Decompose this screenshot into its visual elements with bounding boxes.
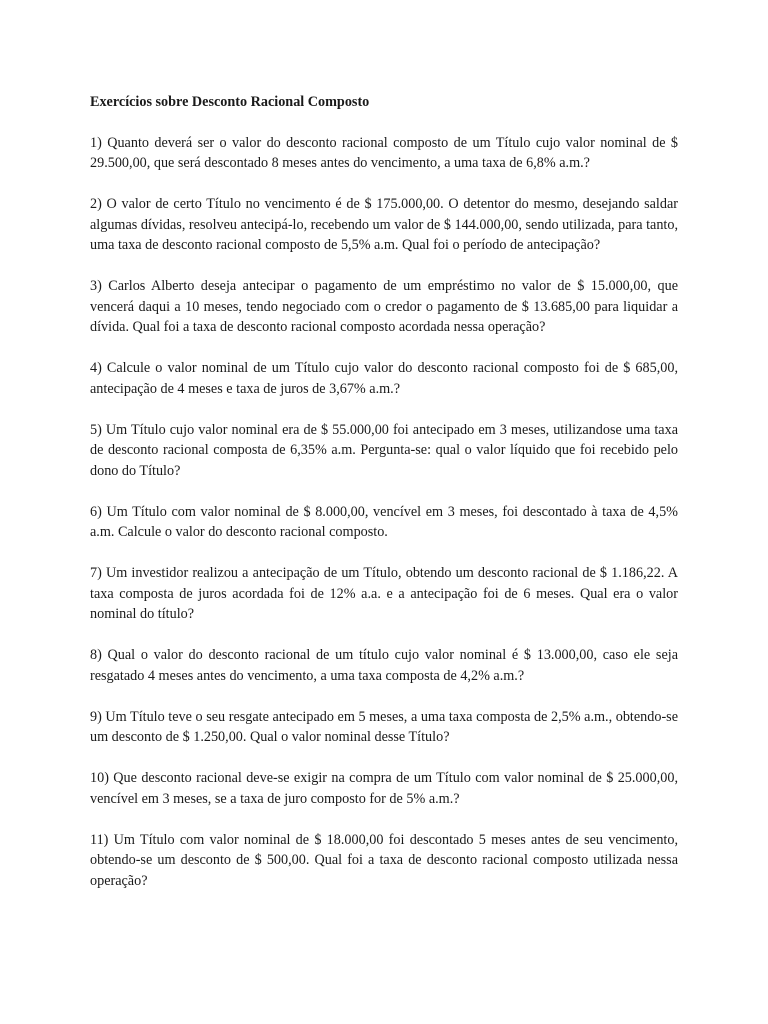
exercise-6: 6) Um Título com valor nominal de $ 8.000,00, vencível em 3 meses, foi descontado à taxa de 4,5% a.m. Calcule o valor do desconto racional composto. [90, 503, 678, 540]
exercise-1: 1) Quanto deverá ser o valor do desconto racional composto de um Título cujo valor nominal de $ 29.500,00, que será descontado 8 meses antes do vencimento, a uma taxa de 6,8% a.m.? [90, 134, 678, 171]
document-body [90, 92, 678, 912]
exercise-2: 2) O valor de certo Título no vencimento é de $ 175.000,00. O detentor do mesmo, desejando saldar algumas dívidas, resolveu antecipá-lo, recebendo um valor de $ 144.000,00, sendo utilizada, para tanto, uma taxa de desconto racional composto de 5,5% a.m. Qual foi o período de antecipação? [90, 196, 678, 253]
exercise-8: 8) Qual o valor do desconto racional de um título cujo valor nominal é $ 13.000,00, caso ele seja resgatado 4 meses antes do vencimento, a uma taxa composta de 4,2% a.m.? [90, 647, 678, 684]
exercise-3: 3) Carlos Alberto deseja antecipar o pagamento de um empréstimo no valor de $ 15.000,00, que vencerá daqui a 10 meses, tendo negociado com o credor o pagamento de $ 13.685,00 para liquidar a dívida. Qual foi a taxa de desconto racional composto acordada nessa operação? [90, 278, 678, 335]
exercise-4: 4) Calcule o valor nominal de um Título cujo valor do desconto racional composto foi de $ 685,00, antecipação de 4 meses e taxa de juros de 3,67% a.m.? [90, 360, 678, 397]
exercise-5: 5) Um Título cujo valor nominal era de $ 55.000,00 foi antecipado em 3 meses, utilizandose uma taxa de desconto racional composta de 6,35% a.m. Pergunta-se: qual o valor líquido que foi recebido pelo dono do Título? [90, 421, 678, 479]
exercise-10: 10) Que desconto racional deve-se exigir na compra de um Título com valor nominal de $ 25.000,00, vencível em 3 meses, se a taxa de juro composto for de 5% a.m.? [90, 770, 678, 807]
document-title: Exercícios sobre Desconto Racional Composto [90, 94, 370, 110]
exercise-9: 9) Um Título teve o seu resgate antecipado em 5 meses, a uma taxa composta de 2,5% a.m., obtendo-se um desconto de $ 1.250,00. Qual o valor nominal desse Título? [90, 708, 678, 745]
exercise-11: 11) Um Título com valor nominal de $ 18.000,00 foi descontado 5 meses antes de seu vencimento, obtendo-se um desconto de $ 500,00. Qual foi a taxa de desconto racional composto utilizada nessa operação? [90, 831, 678, 889]
exercise-7: 7) Um investidor realizou a antecipação de um Título, obtendo um desconto racional de $ 1.186,22. A taxa composta de juros acordada foi de 12% a.a. e a antecipação foi de 6 meses. Qual era o valor nominal do título? [90, 565, 678, 622]
